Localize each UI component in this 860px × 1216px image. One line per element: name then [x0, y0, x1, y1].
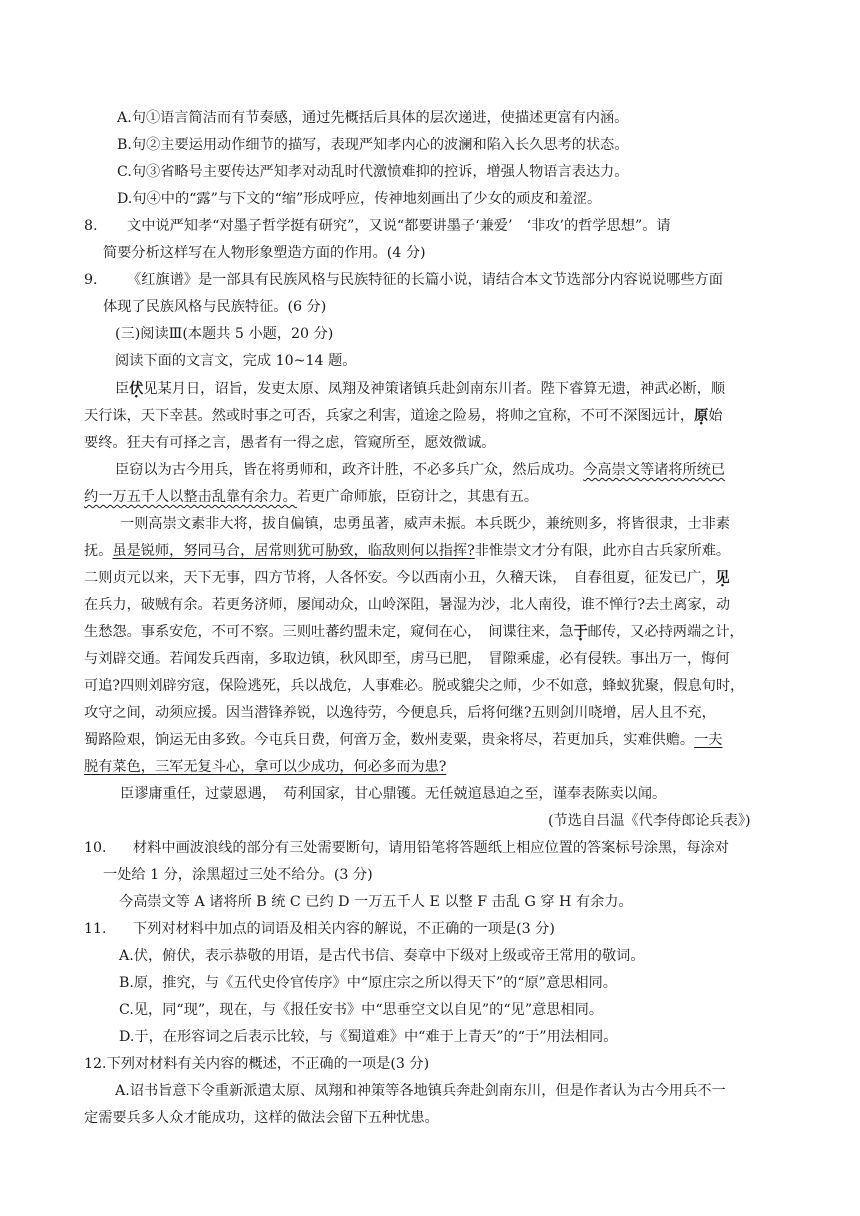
- section-intro: 阅读下面的文言文，完成 10~14 题。: [115, 353, 357, 369]
- q9-line-1: 《红旗谱》是一部具有民族风格与民族特征的长篇小说，请结合本文节选部分内容说说哪些方面: [127, 272, 723, 288]
- q11-option-c: C.见，同“现”，现在，与《报任安书》中“思垂空文以自见”的“见”意思相同。: [119, 1002, 604, 1018]
- q10-number: 10.: [84, 840, 107, 856]
- passage-line: 臣谬庸重任，过蒙恩遇， 苟利国家，甘心鼎镬。无任兢逭恳迫之至，谨奉表陈卖以闻。: [120, 786, 667, 802]
- passage-line: 臣窃以为古今用兵，皆在将勇师和，政齐计胜，不必多兵广众，然后成功。今高崇文等诸将所统已: [115, 462, 726, 478]
- dotted-word-xian: 见: [715, 570, 730, 586]
- passage-line: 约一万五千人以整击乱靠有余力。若更广命师旅，臣窃计之，其患有五。: [84, 489, 539, 505]
- section-title: (三)阅读Ⅲ(本题共 5 小题，20 分): [115, 326, 334, 342]
- dotted-word-yuan: 原: [694, 408, 709, 424]
- dotted-word-yu: 于: [573, 624, 588, 640]
- q11-option-d: D.于，在形容词之后表示比较，与《蜀道难》中“难于上青天”的“于”用法相同。: [119, 1029, 618, 1045]
- q7-option-a: A.句①语言简洁而有节奏感，通过先概括后具体的层次递进，使描述更富有内涵。: [117, 110, 629, 126]
- passage-line: 在兵力，破贼有余。若更务济师，屡闻动众，山岭深阻，暑湿为沙，北人南役，谁不惮行?去土离家，动: [84, 597, 731, 613]
- q11-stem: 下列对材料中加点的词语及相关内容的解说，不正确的一项是(3 分): [133, 921, 555, 937]
- q12-stem: 12.下列对材料有关内容的概述，不正确的一项是(3 分): [84, 1056, 430, 1072]
- q7-option-d: D.句④中的“露”与下文的“缩”形成呼应，传神地刻画出了少女的顽皮和羞涩。: [117, 191, 602, 207]
- dotted-word-fu: 伏: [129, 381, 144, 397]
- passage-line: 可追?四则刘辟穷寇，保险逃死，兵以战危，人事难必。脱或貔尖之师，少不如意，蜂蚁犹聚，假息旬时，: [84, 678, 745, 694]
- q9-number: 9.: [84, 272, 98, 288]
- q10-line-2: 一处给 1 分，涂黑超过三处不给分。(3 分): [103, 867, 373, 883]
- passage-line: 要终。狂夫有可择之言，愚者有一得之虑，管窥所至，愿效微诚。: [84, 435, 496, 451]
- q7-option-b: B.句②主要运用动作细节的描写，表现严知孝内心的波澜和陷入长久思考的状态。: [117, 137, 629, 153]
- passage-line: 一则高崇文素非大将，拔自偏镇，忠勇虽著，威声未振。本兵既少，兼统则多，将皆很隶，士非素: [120, 516, 731, 532]
- wavy-underline-text: 今高崇文等诸将所统已: [583, 462, 726, 478]
- q8-number: 8.: [84, 218, 98, 234]
- q10-line-1: 材料中画波浪线的部分有三处需要断句，请用铅笔将答题纸上相应位置的答案标号涂黑，每涂对: [133, 840, 729, 856]
- underlined-text: 脱有菜色，三军无复斗心，拿可以少成功，何必多而为患?: [84, 759, 447, 775]
- passage-line: [84, 756, 446, 778]
- underlined-text: 一夫: [694, 732, 723, 748]
- passage-line: 与刘辟交通。若闻发兵西南，多取边镇，秋风即至，虏马已肥， 冒隙乘虚，必有侵轶。事出万一，悔何: [84, 651, 730, 667]
- q12-option-a-line-2: 定需要兵多人众才能成功，这样的做法会留下五种忧患。: [84, 1110, 439, 1126]
- wavy-underline-text: 约一万五千人以整击乱靠有余力。: [84, 489, 297, 505]
- passage-line: 臣伏见某月日，诏旨，发吏太原、凤翔及神策诸镇兵赴剑南东川者。陛下睿算无遗，神武必断，顺: [115, 381, 726, 397]
- q8-line-1: 文中说严知孝“对墨子哲学挺有研究”，又说“都要讲墨子‘兼爱’ ‘非攻’的哲学思想”。请: [127, 218, 671, 234]
- passage-line: 蜀路险艰，饷运无由多致。今屯兵日费，何啻万金，数州麦粟，贵籴将尽，若更加兵，实难供赡。一夫: [84, 732, 723, 748]
- passage-line: 抚。虽是锐师，努同马合，居常则犹可胁致，临敌则何以指挥?非惟崇文才分有限，此亦自古兵家所难。: [84, 543, 731, 559]
- q9-line-2: 体现了民族风格与民族特征。(6 分): [103, 299, 327, 315]
- q7-option-c: C.句③省略号主要传达严知孝对动乱时代激愤难抑的控诉，增强人物语言表达力。: [117, 164, 629, 180]
- q11-number: 11.: [84, 921, 107, 937]
- passage-line: 天行诛，天下幸甚。然或时事之可否，兵家之利害，道途之险易，将帅之宜称，不可不深图远计，原始: [84, 408, 723, 424]
- q12-option-a-line-1: A.诏书旨意下令重新派遣太原、凤翔和神策等各地镇兵奔赴剑南东川，但是作者认为古今用兵不一: [115, 1083, 726, 1099]
- q10-line-3: 今高崇文等 A 诸将所 B 统 C 已约 D 一万五千人 E 以整 F 击乱 G 穿 H 有余力。: [119, 894, 633, 910]
- passage-source: (节选自吕温《代李侍郎论兵表》): [548, 813, 751, 829]
- passage-line: 二则贞元以来，天下无事，四方节将，人各怀安。今以西南小丑，久稽天诛， 自春徂夏，征发已广，见: [84, 570, 730, 586]
- q11-option-b: B.原，推究，与《五代史伶官传序》中“原庄宗之所以得天下”的“原”意思相同。: [119, 975, 617, 991]
- underlined-text: 虽是锐师，努同马合，居常则犹可胁致，临敌则何以指挥?: [112, 543, 475, 559]
- q11-option-a: A.伏，俯伏，表示恭敬的用语，是古代书信、奏章中下级对上级或帝王常用的敬词。: [119, 948, 645, 964]
- q8-line-2: 简要分析这样写在人物形象塑造方面的作用。(4 分): [103, 245, 426, 261]
- passage-line: 生愁怨。事系安危，不可不察。三则吐蕃约盟未定，窥伺在心， 间谍往来，急于邮传，又必持两端之计，: [84, 624, 744, 640]
- passage-line: 攻守之间，动须应援。因当潜锋养锐，以逸待劳，今便息兵，后将何继?五则剑川哓增，居人且不充，: [84, 705, 716, 721]
